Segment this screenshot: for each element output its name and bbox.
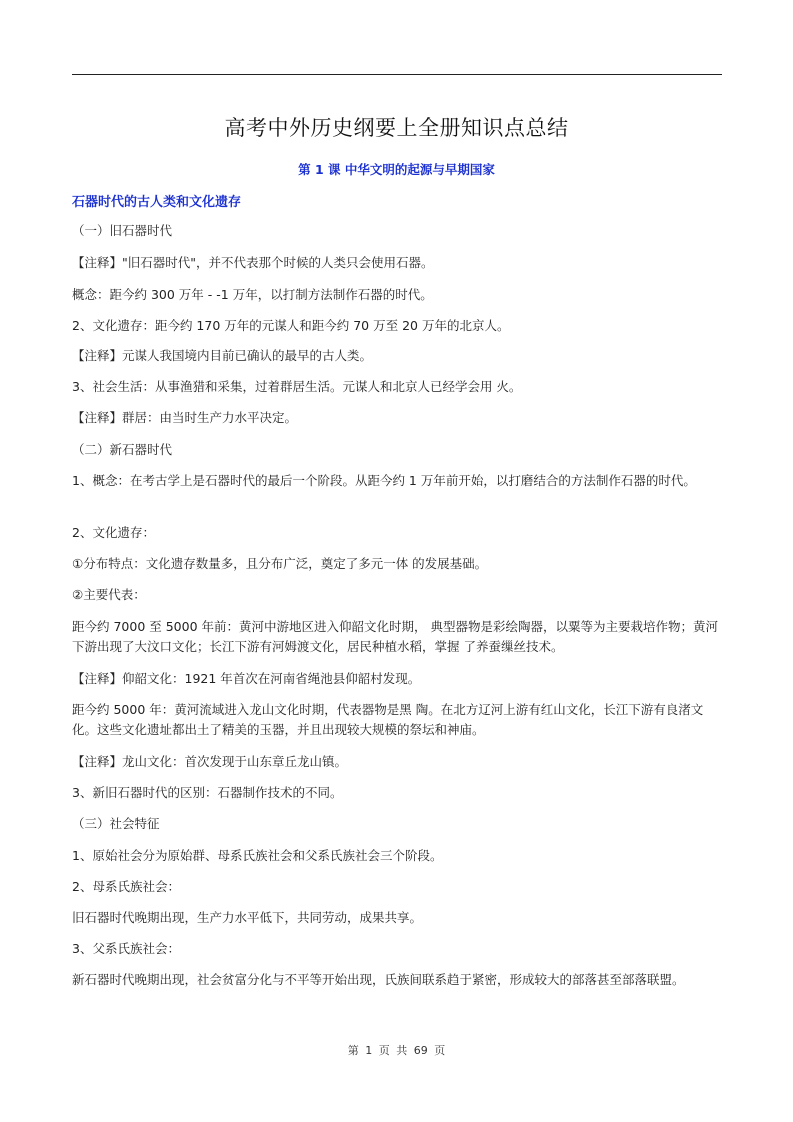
page-footer: 第 1 页 共 69 页: [347, 1044, 446, 1057]
paragraph: 【注释】"旧石器时代"，并不代表那个时候的人类只会使用石器。: [72, 255, 434, 270]
paragraph: 2、母系氏族社会：: [72, 879, 180, 894]
paragraph: ①分布特点：文化遗存数量多，且分布广泛，奠定了多元一体 的发展基础。: [72, 556, 488, 571]
paragraph: （二）新石器时代: [72, 442, 173, 457]
paragraph: 【注释】群居：由当时生产力水平决定。: [72, 410, 298, 425]
paragraph: 1、概念：在考古学上是石器时代的最后一个阶段。从距今约 1 万年前开始，以打磨结合的方法制作石器的时代。: [72, 473, 696, 488]
paragraph: 概念：距今约 300 万年 - -1 万年，以打制方法制作石器的时代。: [72, 287, 433, 302]
document-title: 高考中外历史纲要上全册知识点总结: [224, 116, 569, 140]
lesson-heading: 第 1 课 中华文明的起源与早期国家: [298, 162, 495, 177]
paragraph: 旧石器时代晚期出现，生产力水平低下，共同劳动，成果共享。: [72, 910, 423, 925]
section-heading: 石器时代的古人类和文化遗存: [72, 195, 242, 210]
paragraph: 新石器时代晚期出现，社会贫富分化与不平等开始出现，氏族间联系趋于紧密，形成较大的部落甚至部落联盟。: [72, 972, 685, 987]
paragraph: ②主要代表：: [72, 587, 146, 602]
paragraph: 距今约 7000 至 5000 年前：黄河中游地区进入仰韶文化时期， 典型器物是彩绘陶器，以粟等为主要栽培作物；黄河下游出现了大汶口文化；长江下游有河姆渡文化，居民种植水稻，掌握 了养蚕缫丝技术。: [72, 619, 718, 654]
paragraph: 3、父系氏族社会：: [72, 941, 180, 956]
paragraph: 【注释】元谋人我国境内目前已确认的最早的古人类。: [72, 348, 373, 363]
paragraph: 【注释】仰韶文化：1921 年首次在河南省绳池县仰韶村发现。: [72, 671, 421, 686]
paragraph: 3、新旧石器时代的区别：石器制作技术的不同。: [72, 785, 343, 800]
paragraph: （三）社会特征: [72, 816, 160, 831]
paragraph: 距今约 5000 年：黄河流域进入龙山文化时期，代表器物是黑 陶。在北方辽河上游有红山文化，长江下游有良渚文化。这些文化遗址都出土了精美的玉器，并且出现较大规模的祭坛和神庙。: [72, 702, 704, 737]
paragraph: 【注释】龙山文化：首次发现于山东章丘龙山镇。: [72, 754, 348, 769]
paragraph: （一）旧石器时代: [72, 223, 173, 238]
paragraph: 1、原始社会分为原始群、母系氏族社会和父系氏族社会三个阶段。: [72, 848, 443, 863]
paragraph: 3、社会生活：从事渔猎和采集，过着群居生活。元谋人和北京人已经学会用 火。: [72, 379, 522, 394]
paragraph: 2、文化遗存：: [72, 525, 155, 540]
paragraph: 2、文化遗存：距今约 170 万年的元谋人和距今约 70 万至 20 万年的北京人。: [72, 318, 510, 333]
header-rule: [72, 74, 722, 75]
